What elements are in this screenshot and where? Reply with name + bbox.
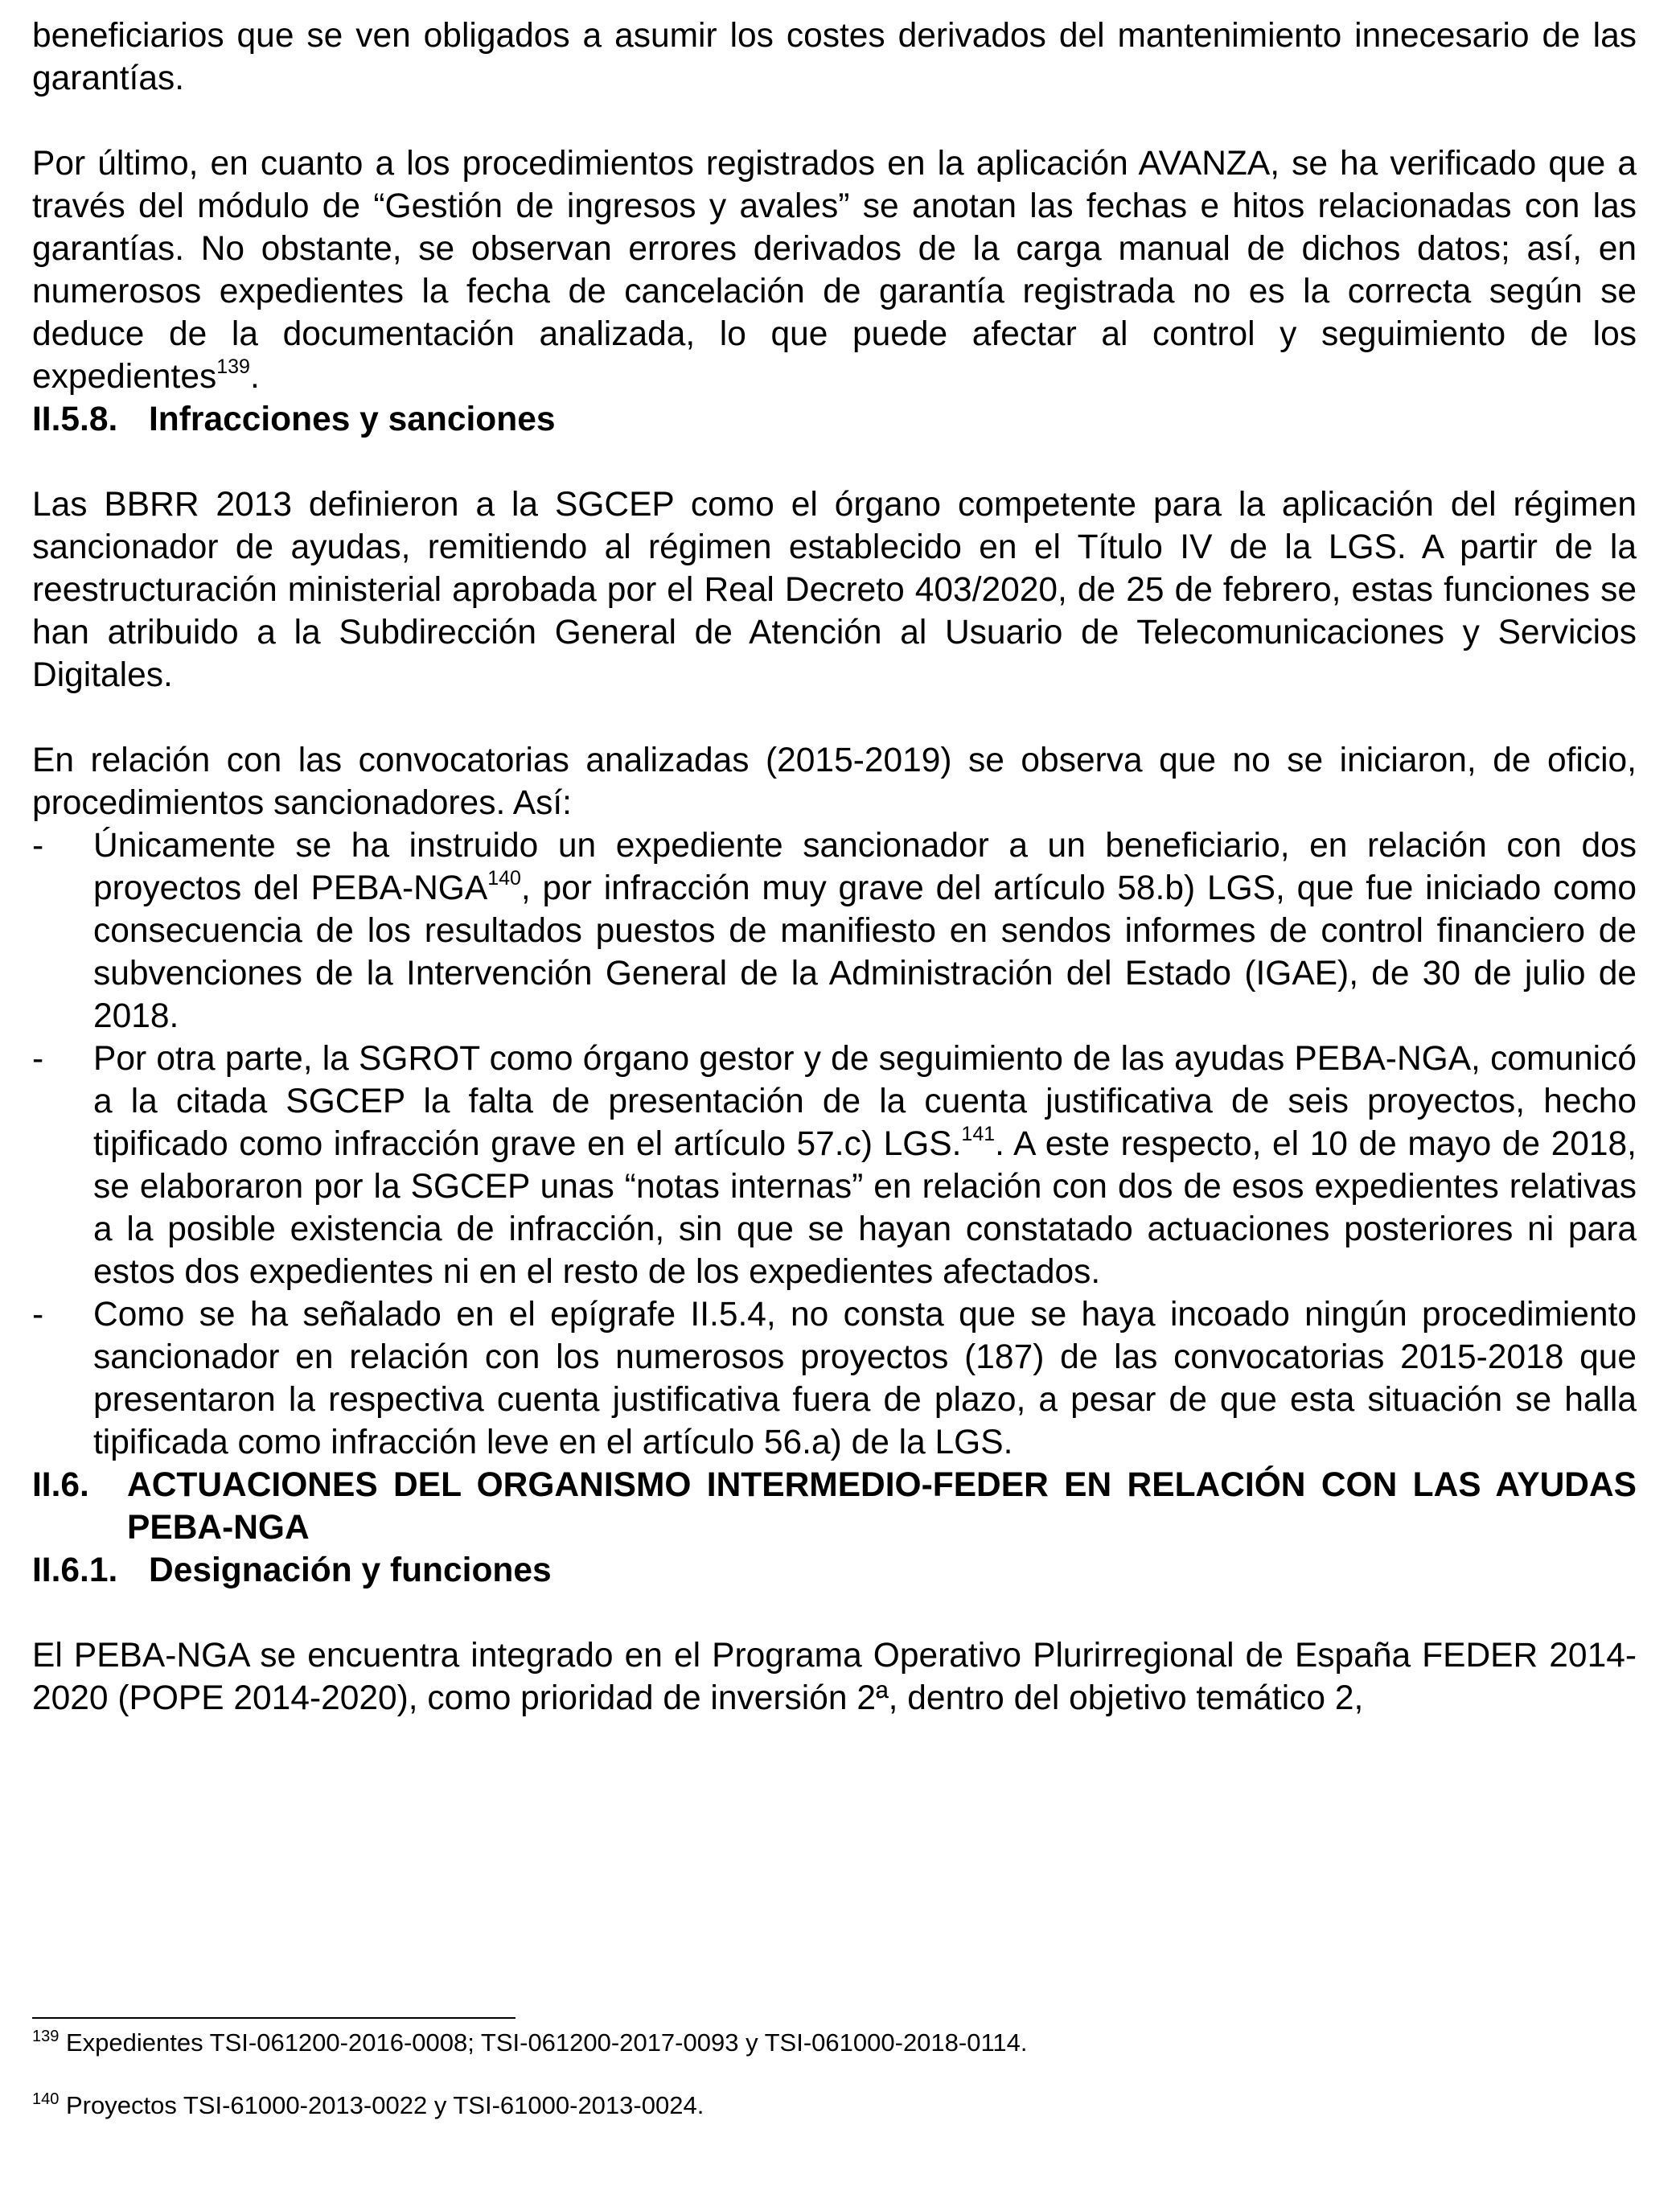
- section-heading-ii-6: [32, 1464, 1637, 1549]
- bullet-dash: -: [32, 1040, 44, 1078]
- section-number: II.6.: [32, 1466, 89, 1504]
- list-item-text: Como se ha señalado en el epígrafe II.5.4, no consta que se haya incoado ningún procedimiento sancionador en relación con los numerosos proyectos (187) de las convocatorias 2015-2018 que presentaron la respectiva cuenta justificativa fuera de plazo, a pesar de que esta situación se halla tipificada como infracción leve en el artículo 56.a) de la LGS.: [93, 1296, 1637, 1461]
- footnote-139: $^{139}$ Expedientes TSI-061200-2016-0008; TSI-061200-2017-0093 y TSI-061000-2018-0114.: [32, 2028, 1028, 2057]
- section-heading-ii-5-8: [32, 398, 1637, 441]
- footnote-number: 140: [32, 2090, 60, 2108]
- footnotes: [32, 2017, 1637, 2152]
- footnote-ref-141[interactable]: 141: [961, 1123, 996, 1145]
- footnote-140: $^{140}$ Proyectos TSI-61000-2013-0022 y TSI-61000-2013-0024.: [32, 2090, 704, 2119]
- section-number: II.6.1.: [32, 1551, 118, 1589]
- paragraph-guarantee-costs: beneficiarios que se ven obligados a asumir los costes derivados del mantenimiento innecesario de las garantías.: [32, 17, 1637, 97]
- list-item: [32, 1038, 1637, 1293]
- footnote-ref-140[interactable]: 140: [487, 867, 521, 890]
- paragraph-convocatorias: En relación con las convocatorias analizadas (2015-2019) se observa que no se iniciaron, de oficio, procedimientos sancionadores. Así:: [32, 742, 1637, 822]
- section-title: Designación y funciones: [149, 1551, 552, 1589]
- list-item: [32, 1293, 1637, 1464]
- list-item-text: Por otra parte, la SGROT como órgano gestor y de seguimiento de las ayudas PEBA-NGA, comunicó a la citada SGCEP la falta de presentación de la cuenta justificativa de seis proyectos, hecho tipificado como infracción grave en el artículo 57.c) LGS.$^{141}$. A este respecto, el 10 de mayo de 2018, se elaboraron por la SGCEP unas “notas internas” en relación con dos de esos expedientes relativas a la posible existencia de infracción, sin que se hayan constatado actuaciones posteriores ni para estos dos expedientes ni en el resto de los expedientes afectados.: [93, 1040, 1637, 1291]
- footnote-number: 139: [32, 2028, 60, 2045]
- paragraph-peba-nga: El PEBA-NGA se encuentra integrado en el Programa Operativo Plurirregional de España FEDER 2014-2020 (POPE 2014-2020), como prioridad de inversión 2ª, dentro del objetivo temático 2,: [32, 1637, 1637, 1717]
- bullet-dash: -: [32, 1296, 44, 1334]
- bullet-dash: -: [32, 827, 44, 865]
- paragraph-avanza: Por último, en cuanto a los procedimientos registrados en la aplicación AVANZA, se ha verificado que a través del módulo de “Gestión de ingresos y avales” se anotan las fechas e hitos relacionadas con las garantías. No obstante, se observan errores derivados de la carga manual de dichos datos; así, en numerosos expedientes la fecha de cancelación de garantía registrada no es la correcta según se deduce de la documentación analizada, lo que puede afectar al control y seguimiento de los expedientes$^{139}$.: [32, 145, 1637, 396]
- section-title: Infracciones y sanciones: [149, 401, 556, 438]
- footnote-ref-139[interactable]: 139: [216, 355, 250, 378]
- list-item-text: Únicamente se ha instruido un expediente sancionador a un beneficiario, en relación con dos proyectos del PEBA-NGA$^{140}$, por infracción muy grave del artículo 58.b) LGS, que fue iniciado como consecuencia de los resultados puestos de manifiesto en sendos informes de control financiero de subvenciones de la Intervención General de la Administración del Estado (IGAE), de 30 de julio de 2018.: [93, 827, 1637, 1035]
- footnote-separator: [32, 2017, 516, 2019]
- section-heading-ii-6-1: [32, 1549, 1637, 1592]
- document-body: [32, 14, 1637, 1720]
- paragraph-bbrr-2013: Las BBRR 2013 definieron a la SGCEP como el órgano competente para la aplicación del régimen sancionador de ayudas, remitiendo al régimen establecido en el Título IV de la LGS. A partir de la reestructuración ministerial aprobada por el Real Decreto 403/2020, de 25 de febrero, estas funciones se han atribuido a la Subdirección General de Atención al Usuario de Telecomunicaciones y Servicios Digitales.: [32, 486, 1637, 694]
- list-item: [32, 824, 1637, 1038]
- section-number: II.5.8.: [32, 401, 118, 438]
- section-title: ACTUACIONES DEL ORGANISMO INTERMEDIO-FEDER EN RELACIÓN CON LAS AYUDAS PEBA-NGA: [127, 1466, 1637, 1547]
